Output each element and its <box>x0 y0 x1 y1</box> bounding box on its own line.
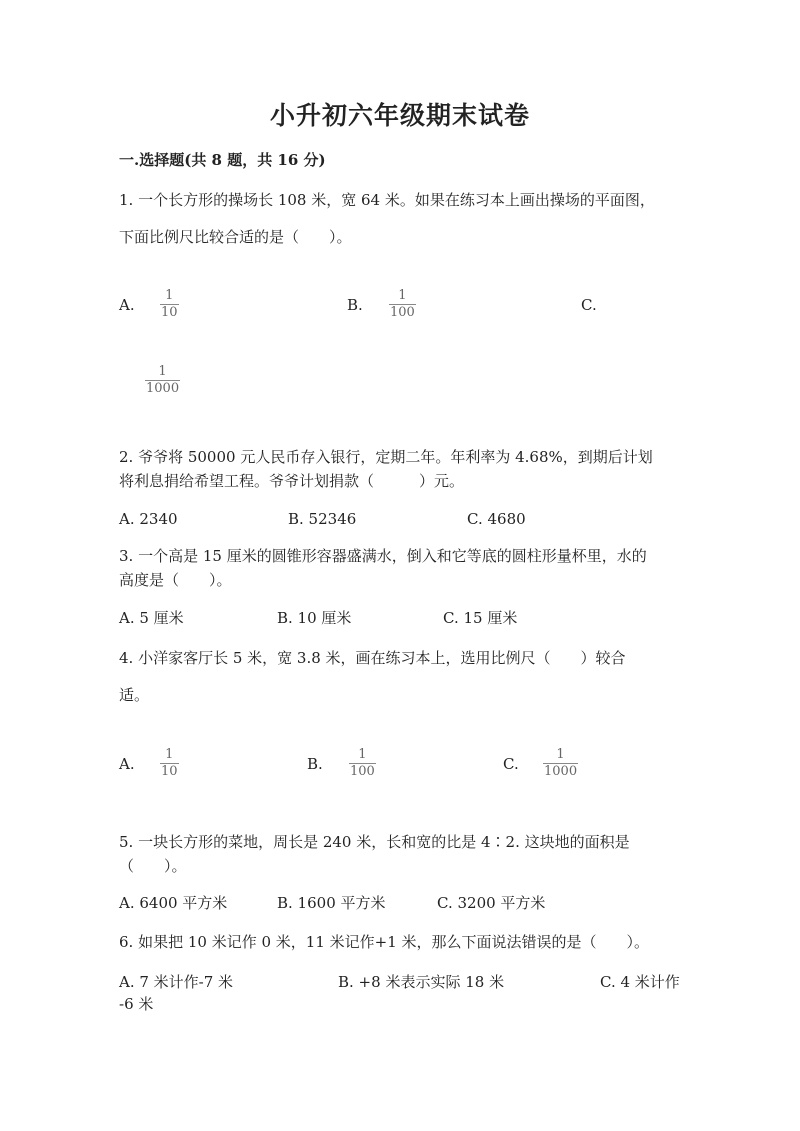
q1-text-line1: 1. 一个长方形的操场长 108 米，宽 64 米。如果在练习本上画出操场的平面图， <box>119 191 655 209</box>
q1-option-b-fraction <box>389 288 416 321</box>
q1-option-c-denominator: 1000 <box>146 381 180 396</box>
q1-option-b-numerator: 1 <box>398 288 407 303</box>
q1-option-c-label: C. <box>581 296 597 314</box>
q1-option-a-denominator: 10 <box>161 305 178 320</box>
q4-option-b-numerator: 1 <box>358 747 367 762</box>
q4-option-c-denominator: 1000 <box>544 764 578 779</box>
q1-option-c-fraction <box>145 364 180 397</box>
q1-option-c-numerator: 1 <box>158 364 167 379</box>
q4-text-line1: 4. 小洋家客厅长 5 米，宽 3.8 米，画在练习本上，选用比例尺（ ）较合 <box>119 649 626 667</box>
q3-option-a: A. 5 厘米 <box>119 609 184 627</box>
q5-text-line2: （ ）。 <box>119 857 187 875</box>
q4-option-b-label: B. <box>307 755 323 773</box>
q5-option-b: B. 1600 平方米 <box>277 894 386 912</box>
q3-option-b: B. 10 厘米 <box>277 609 352 627</box>
q6-text-line1: 6. 如果把 10 米记作 0 米，11 米记作+1 米，那么下面说法错误的是（ ）。 <box>119 933 650 951</box>
q6-option-a: A. 7 米计作-7 米 <box>119 973 234 991</box>
page-title: 小升初六年级期末试卷 <box>269 101 530 130</box>
q6-option-c: C. 4 米计作 <box>600 973 680 991</box>
q1-option-a-fraction <box>160 288 179 321</box>
q1-option-b-denominator: 100 <box>390 305 415 320</box>
q3-option-c: C. 15 厘米 <box>443 609 518 627</box>
q3-text-line1: 3. 一个高是 15 厘米的圆锥形容器盛满水，倒入和它等底的圆柱形量杯里，水的 <box>119 547 647 565</box>
q4-option-c-numerator: 1 <box>556 747 565 762</box>
q4-option-a-label: A. <box>119 755 135 773</box>
q2-text-line2: 将利息捐给希望工程。爷爷计划捐款（ ）元。 <box>119 472 465 490</box>
q5-option-c: C. 3200 平方米 <box>437 894 546 912</box>
q4-option-c-label: C. <box>503 755 519 773</box>
q1-text-line2: 下面比例尺比较合适的是（ ）。 <box>119 228 352 246</box>
q2-option-a: A. 2340 <box>119 510 178 528</box>
q4-option-b-fraction <box>349 747 376 780</box>
q4-option-a-fraction <box>160 747 179 780</box>
q5-text-line1: 5. 一块长方形的菜地，周长是 240 米，长和宽的比是 4∶2. 这块地的面积是 <box>119 833 630 851</box>
q3-text-line2: 高度是（ ）。 <box>119 571 232 589</box>
q5-option-a: A. 6400 平方米 <box>119 894 228 912</box>
q6-option-b: B. +8 米表示实际 18 米 <box>338 973 505 991</box>
q2-option-b: B. 52346 <box>288 510 357 528</box>
section-heading: 一.选择题(共 8 题，共 16 分) <box>119 151 326 169</box>
q4-option-c-fraction <box>543 747 578 780</box>
q2-text-line1: 2. 爷爷将 50000 元人民币存入银行，定期二年。年利率为 4.68%，到期后计划 <box>119 448 653 466</box>
q1-option-a-numerator: 1 <box>165 288 174 303</box>
q6-option-c-continued: -6 米 <box>119 995 154 1013</box>
q4-option-b-denominator: 100 <box>350 764 375 779</box>
q1-option-b-label: B. <box>347 296 363 314</box>
q2-option-c: C. 4680 <box>467 510 526 528</box>
q4-text-line2: 适。 <box>119 686 150 704</box>
q4-option-a-numerator: 1 <box>165 747 174 762</box>
q4-option-a-denominator: 10 <box>161 764 178 779</box>
q1-option-a-label: A. <box>119 296 135 314</box>
